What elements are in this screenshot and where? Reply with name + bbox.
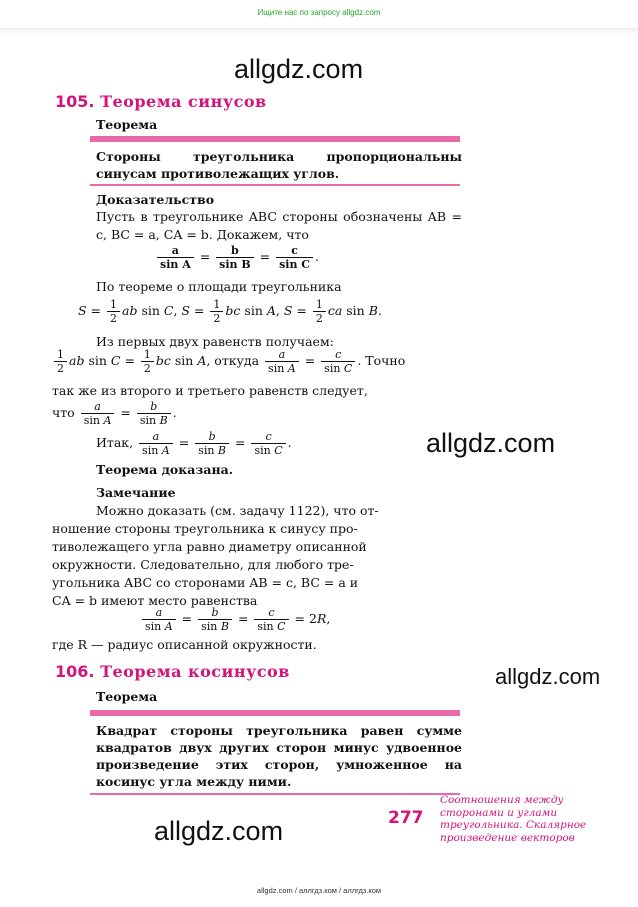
area-formulas: S = $\frac{1}{2}$ ab sin C, S = $\frac{1}{2}$ bc sin A, S = $\frac{1}{2}$ ca sin B. [78, 298, 382, 325]
that-word: что [52, 405, 75, 420]
remark-label: Замечание [96, 485, 176, 500]
top-search-hint[interactable]: Ищите нас по запросу allgdz.com [257, 8, 381, 17]
watermark-4: allgdz.com [154, 816, 284, 846]
theorem-proved: Теорема доказана. [96, 462, 234, 477]
proof-intro: Пусть в треугольнике ABC стороны обозначены AB = c, BC = a, CA = b. Докажем, что [96, 209, 462, 242]
page-number: 277 [388, 808, 424, 828]
section-105-number: 105. [55, 92, 95, 111]
area-intro: По теореме о площади треугольника [96, 279, 342, 294]
watermark-3: allgdz.com [495, 664, 601, 689]
side-caption-line-4: произведение векторов [440, 831, 575, 844]
side-caption-line-2: сторонами и углами [440, 806, 558, 819]
thus-equation: Итак, $\frac{a}{\text{sin A}}$ = $\frac{b}{\text{sin B}}$ = $\frac{c}{\text{sin C}}$ . [96, 430, 292, 457]
derived-equation-2: что $\frac{a}{\text{sin A}}$ = $\frac{b}{\text{sin B}}$ . [52, 400, 177, 427]
remark-line-3: тиволежащего угла равно диаметру описанной [52, 539, 367, 554]
remark-line-4: окружности. Следовательно, для любого тре- [52, 557, 354, 572]
theorem-text-105: Стороны треугольника пропорциональны синусам противолежащих углов. [96, 149, 462, 181]
section-105-heading [55, 92, 267, 111]
theorem-106-bottom-line [90, 793, 460, 795]
theorem-label-105: Теорема [96, 117, 158, 132]
section-106-number: 106. [55, 662, 95, 681]
similarly-text: так же из второго и третьего равенств следует, [52, 383, 368, 398]
side-caption-line-3: треугольника. Скалярное [440, 819, 587, 831]
proof-label: Доказательство [96, 192, 215, 207]
watermark-2: allgdz.com [426, 428, 556, 458]
theorem-text-106: Квадрат стороны треугольника равен сумме квадратов двух других сторон минус удвоенное произведение этих сторон, умноженное на косинус угла между ними. [96, 723, 462, 789]
remark-line-1: Можно доказать (см. задачу 1122), что от- [96, 503, 379, 518]
thus-word: Итак, [96, 435, 134, 450]
remark-line-5: угольника ABC со сторонами AB = c, BC = a и [52, 575, 359, 590]
section-105-title: Теорема синусов [100, 92, 267, 111]
side-caption [440, 794, 586, 844]
side-caption-line-1: Соотношения между [440, 794, 564, 806]
theorem-top-bar [90, 136, 460, 142]
remark-line-6: CA = b имеют место равенства [52, 593, 258, 608]
section-106-title: Теорема косинусов [100, 662, 290, 681]
derived-equation-1: $\frac{1}{2}$ ab sin C = $\frac{1}{2}$ bc sin A, откуда $\frac{a}{\text{sin A}}$ = $\frac{c}{\text{sin C}}$ . Точно [52, 348, 405, 375]
sine-law-formula: $\frac{a}{\text{sin A}}$ = $\frac{b}{\text{sin B}}$ = $\frac{c}{\text{sin C}}$ . [155, 244, 319, 271]
header-shadow [0, 28, 638, 34]
section-106-heading [55, 662, 290, 681]
theorem-label-106: Теорема [96, 689, 158, 704]
bottom-links[interactable]: allgdz.com / аллгдз.ком / аллгдз.ком [256, 886, 382, 895]
remark-line-2: ношение стороны треугольника к синусу про- [52, 521, 358, 536]
from-first-two: Из первых двух равенств получаем: [96, 334, 334, 349]
theorem-bottom-line [90, 184, 460, 186]
theorem-106-top-bar [90, 710, 460, 716]
remark-end: где R — радиус описанной окружности. [52, 637, 317, 652]
diameter-formula: $\frac{a}{\text{sin A}}$ = $\frac{b}{\text{sin B}}$ = $\frac{c}{\text{sin C}}$ = 2R, [140, 606, 330, 633]
watermark-1: allgdz.com [234, 54, 364, 84]
